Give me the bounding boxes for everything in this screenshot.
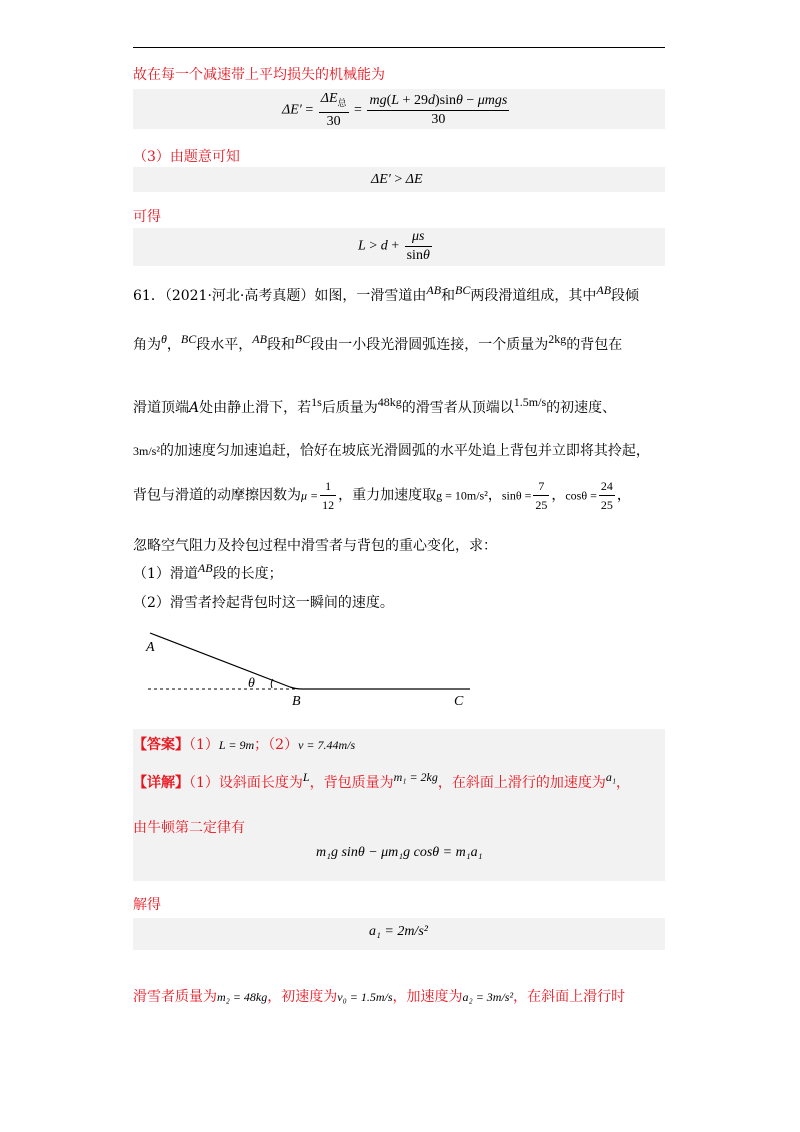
result-label: 可得	[133, 209, 161, 225]
formula-newton: m₁g sinθ − μm₁g cosθ = m₁a₁	[316, 845, 483, 860]
question-1: （1）滑道AB段的长度；	[133, 561, 283, 582]
problem-line-3: 滑道顶端A处由静止滑下，若1s后质量为48kg的滑雪者从顶端以1.5m/s的初速度、	[133, 395, 617, 416]
skier-line: 滑雪者质量为m₂ = 48kg，初速度为v₀ = 1.5m/s，加速度为a₂ = 3m/s²，在斜面上滑行时	[133, 989, 626, 1005]
formula-inequality: ΔE′ > ΔE	[371, 172, 423, 187]
solve-label: 解得	[133, 897, 161, 913]
label-A: A	[146, 640, 155, 655]
formula-result: L > d + $\frac{\mu s}{\sin\theta}$	[358, 229, 430, 263]
intro-text: 故在每一个减速带上平均损失的机械能为	[133, 67, 385, 83]
answer-line: 【答案】（1）L = 9m；（2）v = 7.44m/s	[133, 737, 356, 753]
label-theta: θ	[248, 676, 255, 691]
slope-diagram	[140, 625, 480, 710]
problem-line-1: 61．（2021·河北·高考真题）如图，一滑雪道由AB和BC两段滑道组成，其中AB段倾	[133, 283, 640, 304]
formula-a1: a₁ = 2m/s²	[369, 924, 428, 939]
problem-line-5: 背包与滑道的动摩擦因数为μ = $\frac{1}{12}$ ，重力加速度取g = 10m/s²，sinθ = $\frac{7}{25}$ ，cosθ = $\frac{24}{25}$ ，	[133, 479, 631, 512]
part3-label: （3）由题意可知	[133, 149, 240, 165]
label-B: B	[292, 694, 301, 709]
newton-text: 由牛顿第二定律有	[133, 820, 245, 836]
problem-line-6: 忽略空气阻力及拎包过程中滑雪者与背包的重心变化，求：	[133, 538, 497, 554]
label-C: C	[454, 694, 464, 709]
question-2: （2）滑雪者拎起背包时这一瞬间的速度。	[133, 595, 394, 611]
detail-line-1: 【详解】（1）设斜面长度为L，背包质量为m₁ = 2kg，在斜面上滑行的加速度为a₁，	[133, 770, 631, 791]
problem-line-2: 角为θ，BC段水平，AB段和BC段由一小段光滑圆弧连接，一个质量为2kg的背包在	[133, 332, 623, 353]
formula-energy-per-bump: ΔE′ = $\frac{\Delta E_总}{30}$ = $\frac{\text{mg(L + 29d)sinθ − μmgs}}{30}$	[282, 91, 508, 129]
header-rule	[133, 47, 665, 48]
slope-line	[150, 633, 290, 687]
problem-line-4: 3m/s²的加速度匀加速追赶，恰好在坡底光滑圆弧的水平处追上背包并立即将其拎起，	[133, 443, 650, 459]
arc-joint	[290, 687, 302, 689]
